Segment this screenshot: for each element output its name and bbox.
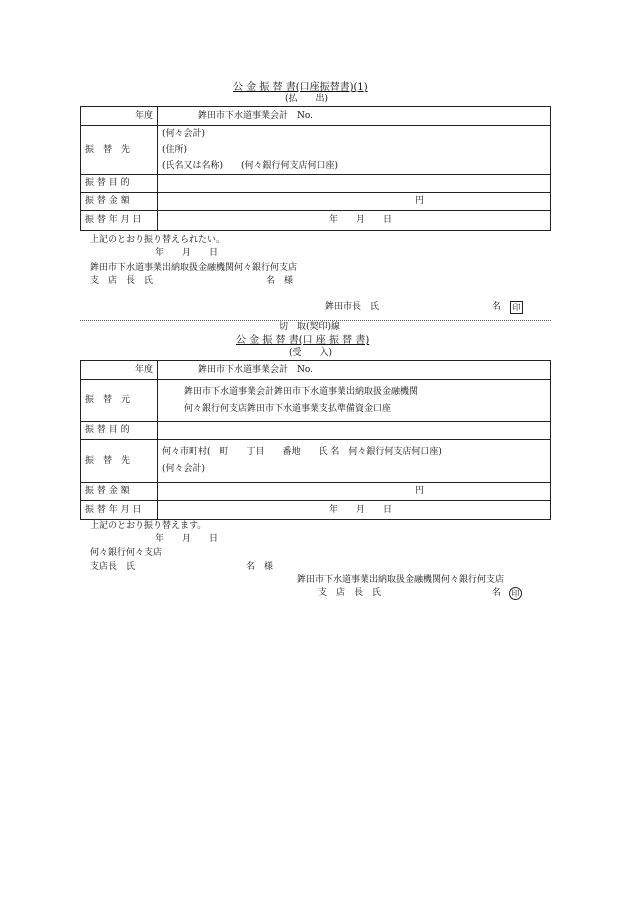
- form1-kingaku-value: [158, 193, 551, 211]
- form1-addressee-sama: 名 様: [266, 276, 294, 286]
- form1-seal: [510, 301, 523, 314]
- form2-mokuteki-label: 振 替 目 的: [81, 422, 158, 440]
- form2-row-furikaemoto: [81, 380, 551, 422]
- cut-line-label: 切 取(契印)線: [279, 322, 341, 332]
- form2-subtitle: (受 入): [289, 348, 333, 358]
- form2-row-furikaesaki: [81, 440, 551, 483]
- form1-subtitle: (払 出): [285, 94, 329, 104]
- form1-furikaesaki-label: 振 替 先: [81, 126, 158, 175]
- form2-signer-mei: 名: [492, 588, 502, 598]
- form1-furikaesaki-line3: (氏名又は名称) (何々銀行何支店何口座): [162, 161, 339, 171]
- form2-signer-line1: 鉾田市下水道事業出納取扱金融機関何々銀行何支店: [297, 575, 505, 585]
- form1-addressee-line2: 支 店 長 氏: [90, 276, 154, 286]
- form2-kingaku-unit: 円: [415, 486, 425, 496]
- form2-row-kingaku: [81, 483, 551, 501]
- form1-signer-mei: 名: [492, 302, 502, 312]
- form2-furikaemoto-line2: 何々銀行何支店鉾田市下水道事業支払準備資金口座: [184, 403, 392, 414]
- form1-furikaesaki-value: [158, 126, 551, 175]
- form2-date-value: 年 月 日: [329, 504, 393, 515]
- form2-furikaesaki-label: 振 替 先: [81, 440, 158, 483]
- form2-row-mokuteki: [81, 422, 551, 440]
- form1-mokuteki-value: [158, 175, 551, 193]
- form1-table: [80, 106, 551, 231]
- form1-nendo-value: 鉾田市下水道事業会計 No.: [158, 107, 551, 126]
- form1-nendo-label: 年度: [81, 107, 158, 126]
- form2-row-nendo: [81, 361, 551, 380]
- form2-date-value-cell: [158, 501, 551, 520]
- form1-row-kingaku: [81, 193, 551, 211]
- form1-row-nendo: [81, 107, 551, 126]
- form2-row-date: [81, 501, 551, 520]
- form2-note: 上記のとおり振り替えます。: [90, 521, 207, 531]
- form2-note-date: 年 月 日: [155, 534, 219, 544]
- form1-row-date: [81, 211, 551, 231]
- form2-seal: [509, 587, 522, 600]
- form1-row-furikaesaki: [81, 126, 551, 175]
- form2-nendo-value: 鉾田市下水道事業会計 No.: [158, 361, 551, 380]
- form2-furikaemoto-value: [158, 380, 551, 422]
- form1-date-value: 年 月 日: [329, 215, 393, 225]
- form2-furikaesaki-value: [158, 440, 551, 483]
- form1-date-label: 振 替 年 月 日: [81, 211, 158, 231]
- form1-mokuteki-label: 振 替 目 的: [81, 175, 158, 193]
- form2-table: [80, 360, 551, 520]
- form2-date-label: 振 替 年 月 日: [81, 501, 158, 520]
- form2-addressee-sama: 名 様: [246, 562, 274, 572]
- form2-kingaku-value: [158, 483, 551, 501]
- form1-title: 公 金 振 替 書(口座振替書)(1): [233, 82, 368, 93]
- form2-addressee-line1: 何々銀行何々支店: [90, 548, 163, 558]
- form1-kingaku-unit: 円: [415, 196, 425, 206]
- form1-furikaesaki-line1: (何々会計): [162, 129, 206, 139]
- form1-note: 上記のとおり振り替えられたい。: [90, 235, 226, 245]
- form1-row-mokuteki: [81, 175, 551, 193]
- form1-note-date: 年 月 日: [155, 248, 219, 258]
- seal-stamp-square: 印: [510, 301, 523, 314]
- form1-signer: 鉾田市長 氏: [325, 302, 380, 312]
- form2-addressee-line2: 支店長 氏: [90, 562, 136, 572]
- form1-addressee-line1: 鉾田市下水道事業出納取扱金融機関何々銀行何支店: [90, 263, 298, 273]
- form2-furikaesaki-line1: 何々市町村( 町 丁目 番地 氏 名 何々銀行何支店何口座): [162, 447, 442, 457]
- form2-kingaku-label: 振 替 金 額: [81, 483, 158, 501]
- form2-title: 公 金 振 替 書(口 座 振 替 書): [236, 335, 370, 346]
- form2-nendo-label: 年度: [81, 361, 158, 380]
- form1-date-value-cell: [158, 211, 551, 231]
- form2-furikaemoto-line1: 鉾田市下水道事業会計鉾田市下水道事業出納取扱金融機関: [184, 386, 419, 397]
- seal-stamp-round: 印: [509, 587, 522, 600]
- form2-mokuteki-value: [158, 422, 551, 440]
- form2-furikaemoto-label: 振 替 元: [81, 380, 158, 422]
- form2-signer-line2: 支 店 長 氏: [318, 588, 382, 598]
- cut-line-dotted: [80, 320, 551, 321]
- form1-furikaesaki-line2: (住所): [162, 145, 188, 155]
- form2-furikaesaki-line2: (何々会計): [162, 464, 206, 474]
- form1-kingaku-label: 振 替 金 額: [81, 193, 158, 211]
